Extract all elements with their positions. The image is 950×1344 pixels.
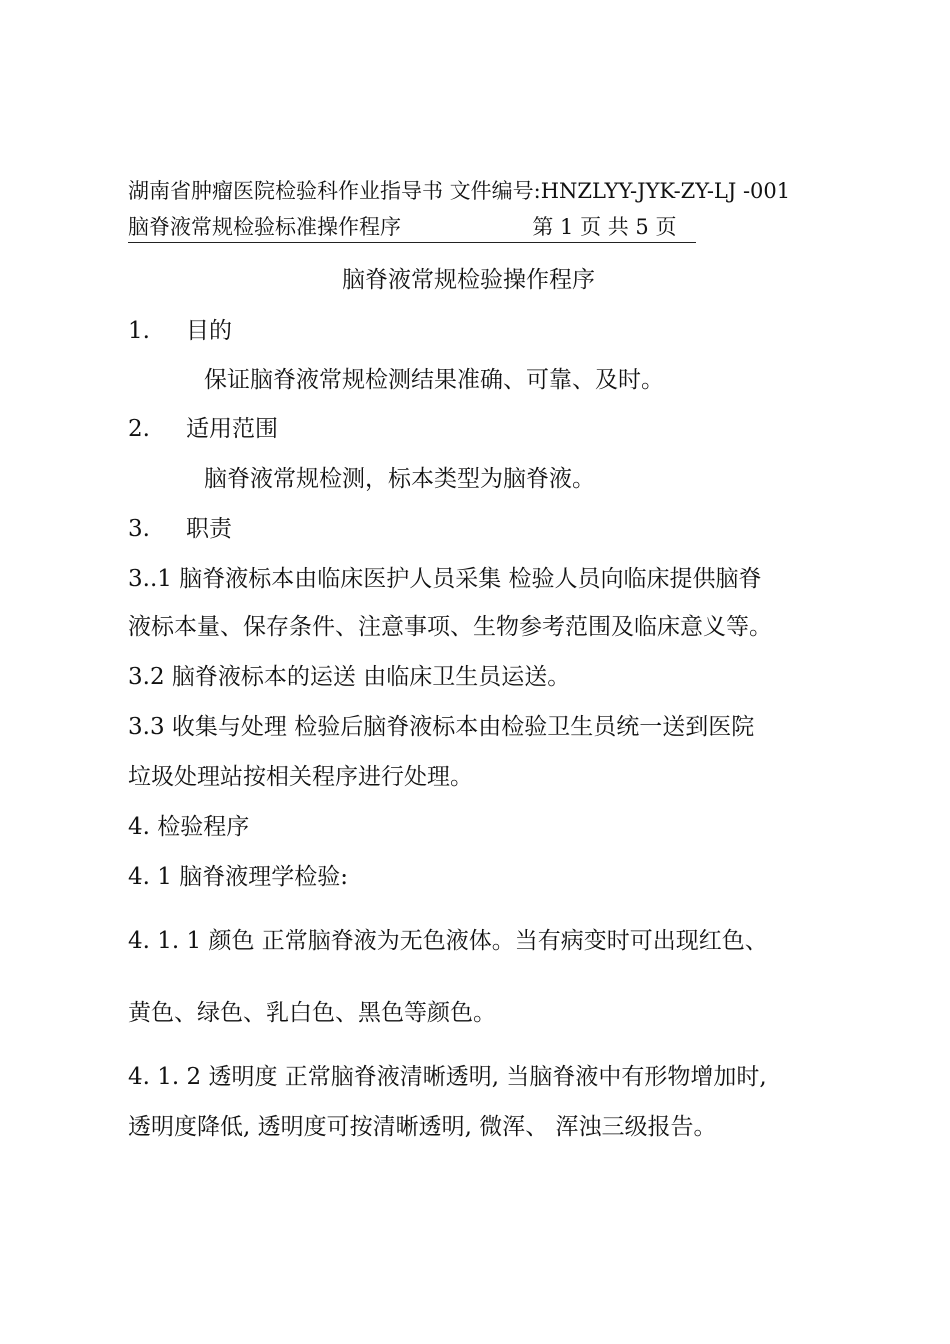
section-4-1-heading: 4. 1 脑脊液理学检验: — [128, 864, 348, 890]
section-1-title: 目的 — [185, 318, 232, 344]
section-3-number: 3. — [128, 516, 150, 542]
section-2-number: 2. — [128, 416, 150, 442]
section-1-body: 保证脑脊液常规检测结果准确、可靠、及时。 — [204, 367, 664, 393]
paragraph-3-1-line2: 液标本量、保存条件、注意事项、生物参考范围及临床意义等。 — [128, 614, 772, 640]
paragraph-4-1-1-line1: 4. 1. 1 颜色 正常脑脊液为无色液体。当有病变时可出现红色、 — [128, 928, 768, 954]
section-2-heading — [128, 414, 278, 444]
section-1-number: 1. — [128, 318, 150, 344]
section-2-body: 脑脊液常规检测，标本类型为脑脊液。 — [204, 466, 595, 492]
paragraph-3-3-line1: 3.3 收集与处理 检验后脑脊液标本由检验卫生员统一送到医院 — [128, 714, 755, 740]
section-3-title: 职责 — [185, 516, 232, 542]
header-subline — [128, 212, 696, 243]
header-doc-title: 脑脊液常规检验标准操作程序 — [128, 215, 401, 239]
section-1-heading — [128, 316, 232, 346]
paragraph-3-3-line2: 垃圾处理站按相关程序进行处理。 — [128, 764, 473, 790]
header-page-info: 第 1 页 共 5 页 — [532, 215, 677, 239]
section-4-heading: 4. 检验程序 — [128, 814, 250, 840]
section-2-title: 适用范围 — [185, 416, 278, 442]
paragraph-4-1-2-line1: 4. 1. 2 透明度 正常脑脊液清晰透明, 当脑脊液中有形物增加时, — [128, 1064, 767, 1090]
section-3-heading — [128, 514, 232, 544]
paragraph-3-2: 3.2 脑脊液标本的运送 由临床卫生员运送。 — [128, 664, 571, 690]
paragraph-4-1-2-line2: 透明度降低, 透明度可按清晰透明, 微浑、 浑浊三级报告。 — [128, 1114, 717, 1140]
paragraph-4-1-1-line2: 黄色、绿色、乳白色、黑色等颜色。 — [128, 1000, 496, 1026]
paragraph-3-1-line1: 3..1 脑脊液标本由临床医护人员采集 检验人员向临床提供脑脊 — [128, 566, 762, 592]
header-line: 湖南省肿瘤医院检验科作业指导书 文件编号:HNZLYY-JYK-ZY-LJ -001 — [128, 179, 791, 203]
document-title: 脑脊液常规检验操作程序 — [342, 267, 595, 293]
